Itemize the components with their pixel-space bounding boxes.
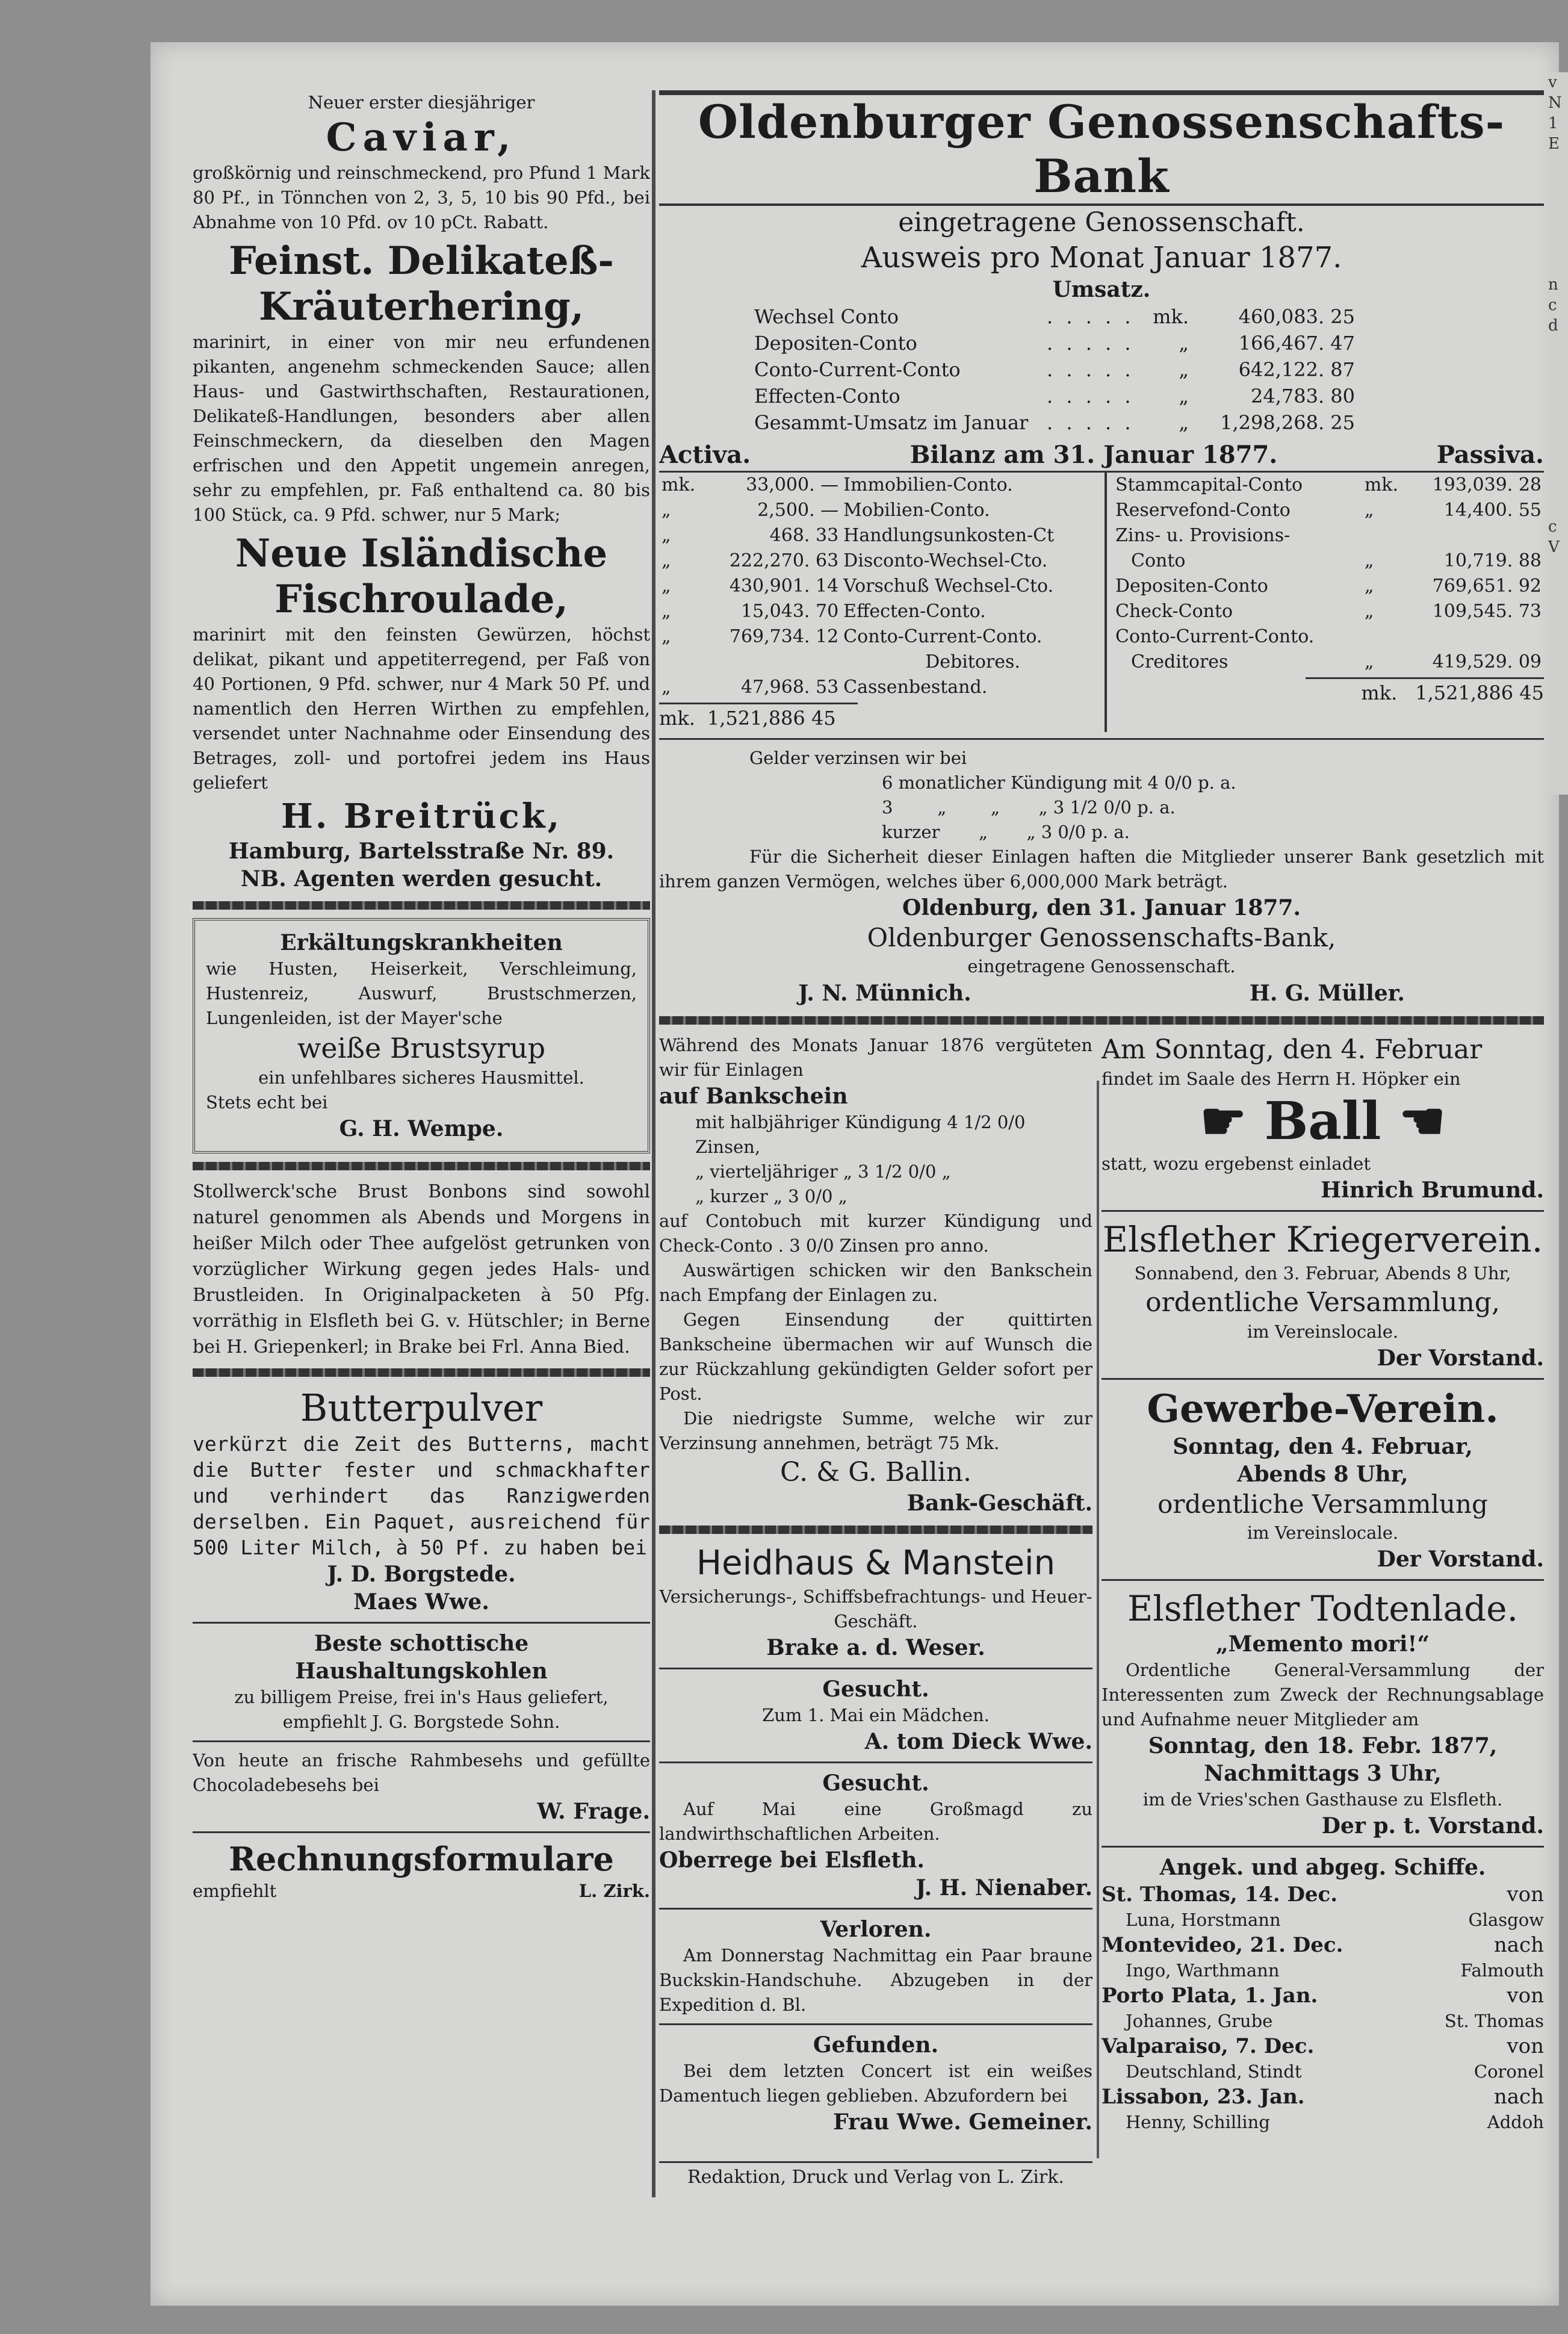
passiva-total-val: 1,521,886 45 <box>1415 681 1544 704</box>
schiffe-title: Angek. und abgeg. Schiffe. <box>1159 1855 1486 1880</box>
hering-ad <box>193 238 650 527</box>
fisch-ad <box>193 531 650 893</box>
activa-name: Cassenbestand. <box>843 677 988 698</box>
section-rule <box>193 1622 650 1624</box>
gewerbe-ad <box>1102 1386 1544 1573</box>
activa-name: Conto-Current-Conto. <box>843 626 1043 647</box>
activa-name: Effecten-Conto. <box>843 601 986 622</box>
passiva-currency: mk. <box>1364 474 1398 495</box>
ship-destination: Coronel <box>1473 2061 1544 2082</box>
ship-direction: von <box>1507 2034 1544 2058</box>
ship-name: Henny, Schilling <box>1126 2112 1270 2132</box>
passiva-row <box>1113 498 1544 523</box>
passiva-row <box>1113 548 1544 574</box>
activa-row <box>659 624 1105 650</box>
ball-line-3: statt, wozu ergebenst einladet <box>1102 1153 1371 1174</box>
ship-name: Ingo, Warthmann <box>1126 1960 1280 1981</box>
activa-value: 430,901. 14 <box>729 576 839 597</box>
activa-label: Activa. <box>659 441 751 469</box>
passiva-currency: „ <box>1364 500 1374 521</box>
edge-char: E <box>1548 135 1560 153</box>
imprint-text: Redaktion, Druck und Verlag von L. Zirk. <box>659 2161 1092 2188</box>
ballin-p3: Die niedrigste Summe, welche wir zur Verzinsung annehmen, beträgt 75 Mk. <box>659 1408 1092 1453</box>
breitrueck-address: Hamburg, Bartelsstraße Nr. 89. <box>228 839 615 864</box>
umsatz-row <box>749 356 1360 383</box>
ship-port: St. Thomas, 14. Dec. <box>1102 1882 1338 1907</box>
adjacent-page-edge <box>1548 72 1568 795</box>
activa-side <box>659 473 1107 732</box>
umsatz-label: Umsatz. <box>1052 277 1151 302</box>
passiva-currency: „ <box>1364 550 1374 571</box>
ballin-rate-2: „ vierteljähriger „ 3 1/2 0/0 „ <box>695 1161 951 1182</box>
hering-title: Feinst. Delikateß- <box>229 238 614 284</box>
verloren-text: Am Donnerstag Nachmittag ein Paar braune Buckskin-Handschuhe. Abzugeben in der Expedition d. Bl. <box>659 1945 1092 2015</box>
umsatz-currency: „ <box>1179 411 1189 434</box>
krieger-text: Sonnabend, den 3. Februar, Abends 8 Uhr, <box>1134 1263 1511 1283</box>
todtenlade-time: Nachmittags 3 Uhr, <box>1204 1761 1442 1786</box>
frage-ad <box>193 1748 650 1825</box>
gesucht-title: Gesucht. <box>822 1771 929 1796</box>
activa-value: 468. 33 <box>769 525 839 546</box>
activa-value: 15,043. 70 <box>740 601 839 622</box>
activa-name: Handlungsunkosten-Ct <box>843 525 1055 546</box>
passiva-value: 769,651. 92 <box>1432 576 1542 597</box>
passiva-name: Depositen-Conto <box>1115 576 1268 597</box>
bilanz-label: Bilanz am 31. Januar 1877. <box>910 441 1278 469</box>
frage-text: Von heute an frische Rahmbesehs und gefüllte Chocoladebesehs bei <box>193 1750 650 1795</box>
activa-name: Mobilien-Conto. <box>843 500 990 521</box>
ballin-p2: Gegen Einsendung der quittirten Bankscheine übermachen wir auf Wunsch die zur Rückzahlung gekündigten Gelder sofort per Post. <box>659 1309 1092 1404</box>
passiva-value: 14,400. 55 <box>1443 500 1542 521</box>
ball-ad <box>1102 1033 1544 1204</box>
brustsyrup-title: Erkältungskrankheiten <box>280 930 563 955</box>
krieger-meeting: ordentliche Versammlung, <box>1145 1287 1500 1318</box>
butter-title: Butterpulver <box>300 1386 543 1430</box>
kohlen-title: Beste schottische <box>314 1631 529 1656</box>
heidhaus-place: Brake a. d. Weser. <box>766 1635 985 1660</box>
umsatz-dots: . . . . . <box>1047 358 1135 381</box>
edge-char: c <box>1548 296 1557 314</box>
activa-currency: mk. <box>662 474 696 495</box>
passiva-value: 193,039. 28 <box>1432 474 1542 495</box>
edge-char: d <box>1548 317 1558 335</box>
passiva-name: Conto-Current-Conto. <box>1115 626 1315 647</box>
section-rule <box>659 1761 1092 1763</box>
krieger-who: Der Vorstand. <box>1377 1345 1544 1371</box>
section-rule <box>1102 1378 1544 1380</box>
bonbons-text: Stollwerck'sche Brust Bonbons sind sowohl naturel genommen als Abends und Morgens in heißer Milch oder Thee aufgelöst getrunken von vorzüglicher Wirkung gegen jedes Hals- und Brustleiden. In Originalpacketen à 50 Pfg. vorräthig in Elsfleth bei G. v. Hütschler; in Berne bei H. Griepenkerl; in Brake bei Frl. Anna Bied. <box>193 1181 650 1358</box>
passiva-name: Conto <box>1131 550 1186 571</box>
activa-currency <box>659 650 698 675</box>
todtenlade-motto: „Memento mori!“ <box>1215 1631 1430 1657</box>
activa-total-cur: mk. <box>659 707 695 730</box>
bank-signer-1: J. N. Münnich. <box>798 981 971 1006</box>
todtenlade-text: Ordentliche General-Versammlung der Interessenten zum Zweck der Rechnungsablage und Aufnahme neuer Mitglieder am <box>1102 1660 1544 1730</box>
umsatz-value: 166,467. 47 <box>1238 332 1355 355</box>
ship-entry-detail <box>1102 2009 1544 2033</box>
passiva-total-cur: mk. <box>1361 681 1398 704</box>
umsatz-row <box>749 330 1360 356</box>
bank-title: Oldenburger Genossenschafts-Bank <box>659 90 1544 206</box>
frage-seller: W. Frage. <box>537 1799 650 1824</box>
kohlen-ad <box>193 1630 650 1734</box>
ship-entry-header <box>1102 1881 1544 1908</box>
section-rule <box>659 1016 1544 1025</box>
activa-value: 2,500. — <box>757 500 839 521</box>
todtenlade-place: im de Vries'schen Gasthause zu Elsfleth. <box>1142 1789 1503 1810</box>
gefunden-ad <box>659 2031 1092 2136</box>
passiva-currency <box>1362 624 1401 650</box>
umsatz-name: Conto-Current-Conto <box>754 358 961 381</box>
section-rule <box>1102 1579 1544 1581</box>
gefunden-title: Gefunden. <box>813 2032 939 2058</box>
ship-destination: Addoh <box>1487 2112 1544 2132</box>
section-rule <box>659 1908 1092 1910</box>
ship-direction: von <box>1507 1984 1544 2008</box>
verloren-ad <box>659 1916 1092 2017</box>
ship-name: Johannes, Grube <box>1126 2011 1273 2031</box>
section-rule <box>193 1162 650 1170</box>
gesucht-text: Auf Mai eine Großmagd zu landwirthschaftlichen Arbeiten. <box>659 1799 1092 1844</box>
passiva-name: Check-Conto <box>1115 601 1233 622</box>
activa-row <box>659 473 1105 498</box>
ship-direction: von <box>1507 1882 1544 1907</box>
umsatz-name: Effecten-Conto <box>754 385 900 408</box>
gewerbe-title: Gewerbe-Verein. <box>1147 1386 1499 1432</box>
activa-name: Immobilien-Conto. <box>843 474 1013 495</box>
krieger-place: im Vereinslocale. <box>1247 1321 1399 1342</box>
heidhaus-title: Heidhaus & Manstein <box>696 1544 1056 1583</box>
ship-name: Deutschland, Stindt <box>1126 2061 1302 2082</box>
passiva-side <box>1107 473 1544 732</box>
hering-title-2: Kräuterhering, <box>258 284 584 329</box>
activa-value <box>698 650 841 675</box>
section-rule <box>193 1740 650 1742</box>
gesucht-ad-1 <box>659 1675 1092 1755</box>
formulare-seller: L. Zirk. <box>578 1881 650 1901</box>
activa-name: Debitores. <box>925 651 1020 672</box>
section-rule <box>193 901 650 910</box>
activa-currency: „ <box>662 576 671 597</box>
umsatz-dots: . . . . . <box>1047 385 1135 408</box>
breitrueck-nb: NB. Agenten werden gesucht. <box>240 866 603 892</box>
ballin-line-1: Während des Monats Januar 1876 vergüteten wir für Einlagen <box>659 1035 1092 1080</box>
activa-currency: „ <box>662 626 671 647</box>
krieger-ad <box>1102 1218 1544 1372</box>
activa-name: Vorschuß Wechsel-Cto. <box>843 576 1054 597</box>
passiva-currency <box>1362 523 1401 548</box>
brustsyrup-ad <box>193 918 650 1153</box>
ship-entry-header <box>1102 2084 1544 2110</box>
bonbons-ad <box>193 1179 650 1360</box>
activa-name: Disconto-Wechsel-Cto. <box>843 550 1048 571</box>
section-rule <box>659 2023 1092 2025</box>
section-rule <box>1102 1210 1544 1212</box>
passiva-table <box>1113 473 1544 675</box>
schiffe-list <box>1102 1854 1544 2134</box>
middle-column <box>659 1033 1092 2136</box>
gesucht-text: Zum 1. Mai ein Mädchen. <box>762 1705 990 1725</box>
ball-title <box>1102 1091 1544 1152</box>
ship-entry-detail <box>1102 2059 1544 2084</box>
edge-char: V <box>1548 538 1560 556</box>
activa-table <box>659 473 1105 700</box>
caviar-title: Caviar, <box>326 115 517 160</box>
hering-text: marinirt, in einer von mir neu erfundenen pikanten, angenehm schmeckenden Sauce; allen Haus- und Gastwirthschaften, Restaurationen, Delikateß-Handlungen, besonders aber allen Feinschmeckern, da dieselben den Magen erfrischen und den Appetit ungemein anregen, sehr zu empfehlen, pr. Faß enthaltend ca. 80 bis 100 Stück, ca. 9 Pfd. schwer, nur 5 Mark; <box>193 332 650 525</box>
passiva-label: Passiva. <box>1436 441 1544 469</box>
passiva-value: 419,529. 09 <box>1432 651 1542 672</box>
gesucht-ad-2 <box>659 1769 1092 1902</box>
passiva-value <box>1401 523 1544 548</box>
ship-destination: Falmouth <box>1460 1960 1544 1981</box>
gewerbe-meeting: ordentliche Versammlung <box>1157 1489 1488 1519</box>
activa-currency: „ <box>662 525 671 546</box>
umsatz-table <box>749 303 1360 436</box>
fisch-title-2: Fischroulade, <box>274 577 568 622</box>
right-area <box>659 90 1544 2161</box>
activa-row <box>659 574 1105 599</box>
umsatz-value: 642,122. 87 <box>1238 358 1355 381</box>
passiva-name: Zins- u. Provisions- <box>1115 525 1291 546</box>
umsatz-name: Wechsel Conto <box>754 305 899 328</box>
bank-sign-name: Oldenburger Genossenschafts-Bank, <box>867 923 1336 952</box>
umsatz-value: 24,783. 80 <box>1250 385 1355 408</box>
brustsyrup-product: weiße Brustsyrup <box>297 1032 546 1064</box>
fisch-text: marinirt mit den feinsten Gewürzen, höchst delikat, pikant und appetiterregend, per Faß von 40 Portionen, 9 Pfd. schwer, nur 4 Mark 50 Pf. und namentlich den Herren Wirthen zu empfehlen, versendet unter Nachnahme oder Einsendung des Betrages, zoll- und portofrei jedem ins Haus geliefert <box>193 624 650 793</box>
krieger-title: Elsflether Kriegerverein. <box>1102 1219 1543 1260</box>
butter-ad <box>193 1385 650 1616</box>
bank-report-title: Ausweis pro Monat Januar 1877. <box>861 241 1342 275</box>
gesucht-who: A. tom Dieck Wwe. <box>864 1729 1092 1754</box>
umsatz-name: Gesammt-Umsatz im Januar <box>754 411 1029 434</box>
activa-row <box>659 523 1105 548</box>
umsatz-name: Depositen-Conto <box>754 332 917 355</box>
formulare-text: empfiehlt <box>193 1881 277 1901</box>
bank-statement <box>659 90 1544 1008</box>
zins-line: 3 „ „ „ 3 1/2 0/0 p. a. <box>882 797 1176 818</box>
gesucht-place: Oberrege bei Elsfleth. <box>659 1848 925 1873</box>
brustsyrup-text: wie Husten, Heiserkeit, Verschleimung, Hustenreiz, Auswurf, Brustschmerzen, Lungenleiden, ist der Mayer'sche <box>206 958 637 1028</box>
ship-destination: St. Thomas <box>1444 2011 1544 2031</box>
ball-title-text: Ball <box>1264 1091 1381 1152</box>
gewerbe-place: im Vereinslocale. <box>1247 1522 1399 1543</box>
ballin-ad <box>659 1033 1092 1517</box>
edge-char: 1 <box>1548 114 1558 132</box>
activa-value: 33,000. — <box>746 474 839 495</box>
activa-total-val: 1,521,886 45 <box>707 707 836 730</box>
passiva-currency: „ <box>1364 651 1374 672</box>
butter-seller-1: J. D. Borgstede. <box>327 1562 516 1587</box>
umsatz-value: 1,298,268. 25 <box>1220 411 1355 434</box>
column-divider <box>652 90 655 2197</box>
edge-char: n <box>1548 276 1558 294</box>
ship-entry-header <box>1102 1932 1544 1958</box>
brustsyrup-text-3: Stets echt bei <box>206 1092 328 1113</box>
bank-sign-sub: eingetragene Genossenschaft. <box>967 956 1236 976</box>
activa-row <box>659 548 1105 574</box>
gefunden-text: Bei dem letzten Concert ist ein weißes Damentuch liegen geblieben. Abzufordern bei <box>659 2061 1092 2106</box>
caviar-ad <box>193 90 650 235</box>
butter-seller-2: Maes Wwe. <box>353 1589 489 1615</box>
passiva-row <box>1113 624 1544 650</box>
brustsyrup-text-2: ein unfehlbares sicheres Hausmittel. <box>258 1067 584 1088</box>
umsatz-row <box>749 303 1360 330</box>
activa-row <box>659 675 1105 700</box>
brustsyrup-seller: G. H. Wempe. <box>339 1116 504 1141</box>
gesucht-who: J. H. Nienaber. <box>916 1875 1092 1901</box>
right-column <box>1102 1033 1544 2134</box>
ship-port: Porto Plata, 1. Jan. <box>1102 1984 1318 2008</box>
ballin-firm-sub: Bank-Geschäft. <box>906 1491 1092 1516</box>
ball-line-2: findet im Saale des Herrn H. Höpker ein <box>1102 1069 1461 1089</box>
activa-value: 222,270. 63 <box>729 550 839 571</box>
ship-direction: nach <box>1493 1933 1544 1957</box>
section-rule <box>659 1668 1092 1669</box>
activa-currency: „ <box>662 677 671 698</box>
ship-entry-detail <box>1102 1958 1544 1982</box>
passiva-name: Stammcapital-Conto <box>1115 474 1303 495</box>
umsatz-currency: mk. <box>1153 305 1189 328</box>
fisch-title: Neue Isländische <box>235 531 608 576</box>
passiva-row <box>1113 523 1544 548</box>
passiva-row <box>1113 599 1544 624</box>
bank-date: Oldenburg, den 31. Januar 1877. <box>902 895 1301 920</box>
ballin-firm: C. & G. Ballin. <box>780 1457 971 1488</box>
section-rule <box>659 738 1544 740</box>
passiva-row <box>1113 650 1544 675</box>
hand-pointer-icon: ☚ <box>1381 1091 1446 1152</box>
passiva-value <box>1401 624 1544 650</box>
todtenlade-title: Elsflether Todtenlade. <box>1127 1588 1519 1629</box>
todtenlade-date: Sonntag, den 18. Febr. 1877, <box>1148 1733 1498 1758</box>
activa-row <box>659 599 1105 624</box>
kohlen-title-2: Haushaltungskohlen <box>295 1659 548 1684</box>
gewerbe-date: Sonntag, den 4. Februar, <box>1173 1434 1473 1459</box>
ship-port: Lissabon, 23. Jan. <box>1102 2085 1305 2109</box>
edge-char: c <box>1548 518 1557 536</box>
bank-guarantee: Für die Sicherheit dieser Einlagen haften die Mitglieder unserer Bank gesetzlich mit ihrem ganzen Vermögen, welches über 6,000,000 Mark beträgt. <box>659 846 1544 892</box>
ballin-konto: auf Contobuch mit kurzer Kündigung und Check-Conto . 3 0/0 Zinsen pro anno. <box>659 1211 1092 1256</box>
umsatz-currency: „ <box>1179 332 1189 355</box>
passiva-value: 109,545. 73 <box>1432 601 1542 622</box>
edge-char: v <box>1548 73 1557 92</box>
ball-who: Hinrich Brumund. <box>1321 1178 1544 1203</box>
ship-entry-detail <box>1102 2110 1544 2134</box>
ship-destination: Glasgow <box>1468 1910 1544 1930</box>
bank-signer-2: H. G. Müller. <box>1249 981 1405 1006</box>
formulare-ad <box>193 1839 650 1904</box>
activa-value: 47,968. 53 <box>740 677 839 698</box>
bank-subtitle: eingetragene Genossenschaft. <box>898 207 1305 238</box>
todtenlade-ad <box>1102 1587 1544 1840</box>
ship-entry-header <box>1102 1982 1544 2009</box>
activa-row <box>659 498 1105 523</box>
formulare-title: Rechnungsformulare <box>229 1840 614 1878</box>
section-rule <box>193 1831 650 1833</box>
gesucht-title: Gesucht. <box>822 1677 929 1702</box>
ballin-bankschein: auf Bankschein <box>659 1084 848 1109</box>
ship-entry-header <box>1102 2033 1544 2059</box>
section-rule <box>193 1368 650 1377</box>
ballin-rate-1: mit halbjähriger Kündigung 4 1/2 0/0 Zinsen, <box>695 1112 1026 1157</box>
ship-direction: nach <box>1493 2085 1544 2109</box>
ballin-p1: Auswärtigen schicken wir den Bankschein nach Empfang der Einlagen zu. <box>659 1260 1092 1305</box>
ship-port: Montevideo, 21. Dec. <box>1102 1933 1343 1957</box>
ship-port: Valparaiso, 7. Dec. <box>1102 2034 1315 2058</box>
umsatz-currency: „ <box>1179 358 1189 381</box>
section-rule <box>659 1525 1092 1534</box>
activa-currency: „ <box>662 601 671 622</box>
activa-currency: „ <box>662 550 671 571</box>
verloren-title: Verloren. <box>820 1917 932 1942</box>
butter-text: verkürzt die Zeit des Butterns, macht die Butter fester und schmackhafter und verhindert das Ranzigwerden derselben. Ein Paquet, ausreichend für 500 Liter Milch, à 50 Pf. zu haben bei <box>193 1432 650 1559</box>
gewerbe-time: Abends 8 Uhr, <box>1237 1462 1408 1487</box>
imprint-footer <box>659 2161 1092 2188</box>
gewerbe-who: Der Vorstand. <box>1377 1547 1544 1572</box>
umsatz-currency: „ <box>1179 385 1189 408</box>
ship-entry-detail <box>1102 1908 1544 1932</box>
passiva-row <box>1113 473 1544 498</box>
passiva-currency: „ <box>1364 601 1374 622</box>
umsatz-row <box>749 409 1360 436</box>
heidhaus-ad <box>659 1542 1092 1662</box>
passiva-name: Creditores <box>1131 651 1229 672</box>
left-column <box>193 90 650 2161</box>
zins-intro: Gelder verzinsen wir bei <box>749 748 967 768</box>
caviar-intro: Neuer erster diesjähriger <box>308 92 535 113</box>
caviar-text: großkörnig und reinschmeckend, pro Pfund 1 Mark 80 Pf., in Tönnchen von 2, 3, 5, 10 bis 90 Pfd., bei Abnahme von 10 Pfd. ov 10 pCt. Rabatt. <box>193 163 650 232</box>
zins-line: kurzer „ „ 3 0/0 p. a. <box>882 822 1130 842</box>
edge-char: N <box>1548 94 1562 112</box>
passiva-name: Reservefond-Conto <box>1115 500 1291 521</box>
ship-name: Luna, Horstmann <box>1126 1910 1281 1930</box>
breitrueck-firm: H. Breitrück, <box>280 796 562 836</box>
activa-value: 769,734. 12 <box>729 626 839 647</box>
hand-pointer-icon: ☛ <box>1200 1091 1265 1152</box>
passiva-value: 10,719. 88 <box>1443 550 1542 571</box>
ballin-rate-3: „ kurzer „ 3 0/0 „ <box>695 1186 848 1206</box>
kohlen-text: zu billigem Preise, frei in's Haus geliefert, empfiehlt J. G. Borgstede Sohn. <box>234 1687 609 1732</box>
gefunden-who: Frau Wwe. Gemeiner. <box>833 2109 1092 2135</box>
umsatz-dots: . . . . . <box>1047 332 1135 355</box>
umsatz-row <box>749 383 1360 409</box>
passiva-row <box>1113 574 1544 599</box>
activa-currency: „ <box>662 500 671 521</box>
umsatz-dots: . . . . . <box>1047 305 1135 328</box>
umsatz-value: 460,083. 25 <box>1238 305 1355 328</box>
todtenlade-who: Der p. t. Vorstand. <box>1321 1813 1544 1839</box>
passiva-currency: „ <box>1364 576 1374 597</box>
activa-row <box>659 650 1105 675</box>
umsatz-dots: . . . . . <box>1047 411 1135 434</box>
heidhaus-text: Versicherungs-, Schiffsbefrachtungs- und Heuer-Geschäft. <box>659 1586 1092 1631</box>
section-rule <box>1102 1846 1544 1848</box>
zins-line: 6 monatlicher Kündigung mit 4 0/0 p. a. <box>882 772 1236 793</box>
ball-line-1: Am Sonntag, den 4. Februar <box>1102 1034 1483 1065</box>
